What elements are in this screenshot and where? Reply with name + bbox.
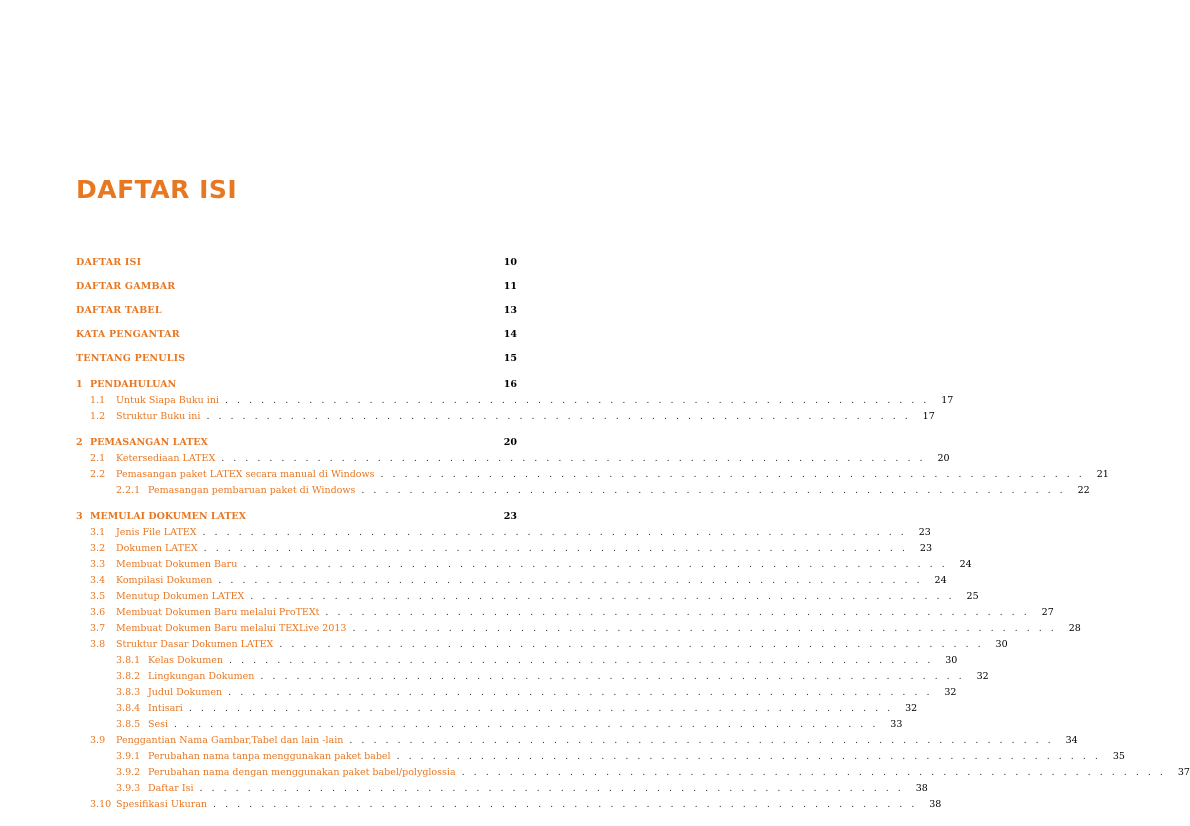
toc-entry[interactable]: [76, 749, 1125, 765]
toc-entry-title[interactable]: Judul Dokumen: [148, 687, 223, 698]
toc-entry-number: 3.5: [90, 591, 106, 602]
toc-entry[interactable]: [76, 717, 903, 733]
dot-leader: . . . . . . . . . . . . . . . . . . . . . . . . . . . . . . . . . . . . . . . . . . . . . . . . . . . . . . . . . . .: [260, 671, 965, 682]
toc-entry-title[interactable]: DAFTAR TABEL: [76, 305, 162, 316]
toc-entry-title[interactable]: DAFTAR GAMBAR: [76, 281, 176, 292]
toc-entry-page: 15: [503, 353, 517, 364]
toc-entry-title[interactable]: Membuat Dokumen Baru melalui ProTEXt: [116, 607, 320, 618]
dot-leader: . . . . . . . . . . . . . . . . . . . . . . . . . . . . . . . . . . . . . . . . . . . . . . . . . . . . . . . . . . .: [199, 783, 904, 794]
toc-entry-number: 3.10: [90, 799, 112, 810]
toc-entry[interactable]: [76, 483, 1090, 499]
toc-entry-title[interactable]: Dokumen LATEX: [116, 543, 198, 554]
toc-entry[interactable]: [76, 327, 517, 343]
toc-entry-title[interactable]: TENTANG PENULIS: [76, 353, 186, 364]
dot-leader: . . . . . . . . . . . . . . . . . . . . . . . . . . . . . . . . . . . . . . . . . . . . . . . . . . . . . . . . . . .: [396, 751, 1101, 762]
toc-entry[interactable]: [76, 733, 1078, 749]
toc-entry-title[interactable]: Menutup Dokumen LATEX: [116, 591, 245, 602]
toc-entry-title[interactable]: Kompilasi Dokumen: [116, 575, 213, 586]
toc-entry-number: 2.2.1: [116, 485, 141, 496]
toc-entry-title[interactable]: Lingkungan Dokumen: [148, 671, 255, 682]
toc-entry-title[interactable]: PEMASANGAN LATEX: [90, 437, 208, 448]
toc-entry-number: 3.1: [90, 527, 106, 538]
toc-entry-number: 3.9.1: [116, 751, 141, 762]
toc-entry-page: 17: [922, 411, 935, 422]
dot-leader: . . . . . . . . . . . . . . . . . . . . . . . . . . . . . . . . . . . . . . . . . . . . . . . . . . . . . . . . . . .: [203, 543, 908, 554]
dot-leader: . . . . . . . . . . . . . . . . . . . . . . . . . . . . . . . . . . . . . . . . . . . . . . . . . . . . . . . . . . .: [213, 799, 918, 810]
toc-entry-number: 3.8.3: [116, 687, 141, 698]
toc-entry-title[interactable]: Sesi: [148, 719, 169, 730]
toc-entry-page: 27: [1041, 607, 1054, 618]
toc-entry-title[interactable]: DAFTAR ISI: [76, 257, 142, 268]
toc-entry[interactable]: [76, 377, 517, 393]
toc-entry-number: 3: [76, 511, 83, 522]
toc-entry-number: 3.8.2: [116, 671, 141, 682]
toc-entry-title[interactable]: Penggantian Nama Gambar,Tabel dan lain -lain: [116, 735, 344, 746]
toc-entry-page: 11: [503, 281, 517, 292]
toc-entry[interactable]: [76, 589, 979, 605]
toc-entry-title[interactable]: PENDAHULUAN: [90, 379, 177, 390]
dot-leader: . . . . . . . . . . . . . . . . . . . . . . . . . . . . . . . . . . . . . . . . . . . . . . . . . . . . . . . . . . .: [225, 395, 930, 406]
dot-leader: . . . . . . . . . . . . . . . . . . . . . . . . . . . . . . . . . . . . . . . . . . . . . . . . . . . . . . . . . . .: [243, 559, 948, 570]
toc-entry-title[interactable]: Membuat Dokumen Baru melalui TEXLive 2013: [116, 623, 347, 634]
toc-entry-page: 25: [966, 591, 979, 602]
page-title: DAFTAR ISI: [76, 175, 238, 204]
toc-entry[interactable]: [76, 541, 932, 557]
dot-leader: . . . . . . . . . . . . . . . . . . . . . . . . . . . . . . . . . . . . . . . . . . . . . . . . . . . . . . . . . . .: [174, 719, 879, 730]
toc-entry-title[interactable]: Spesifikasi Ukuran: [116, 799, 208, 810]
toc-entry[interactable]: [76, 573, 947, 589]
toc-entry-number: 3.8: [90, 639, 106, 650]
toc-entry-number: 3.6: [90, 607, 106, 618]
toc-entry[interactable]: [76, 653, 958, 669]
toc-entry[interactable]: [76, 509, 517, 525]
toc-entry-page: 23: [919, 543, 932, 554]
toc-entry-page: 20: [503, 437, 517, 448]
toc-entry-page: 30: [945, 655, 958, 666]
toc-entry-number: 3.2: [90, 543, 106, 554]
toc-entry-number: 3.8.4: [116, 703, 141, 714]
toc-entry-number: 1: [76, 379, 83, 390]
toc-entry[interactable]: [76, 351, 517, 367]
toc-entry-page: 13: [503, 305, 517, 316]
toc-entry[interactable]: [76, 255, 517, 271]
toc-entry-title[interactable]: MEMULAI DOKUMEN LATEX: [90, 511, 247, 522]
toc-entry-number: 2.1: [90, 453, 106, 464]
dot-leader: . . . . . . . . . . . . . . . . . . . . . . . . . . . . . . . . . . . . . . . . . . . . . . . . . . . . . . . . . . .: [349, 735, 1054, 746]
toc-entry-page: 21: [1096, 469, 1109, 480]
dot-leader: . . . . . . . . . . . . . . . . . . . . . . . . . . . . . . . . . . . . . . . . . . . . . . . . . . . . . . . . . . .: [361, 485, 1066, 496]
toc-entry-title[interactable]: Struktur Buku ini: [116, 411, 201, 422]
toc-entry-title[interactable]: Kelas Dokumen: [148, 655, 224, 666]
toc-entry-number: 3.7: [90, 623, 106, 634]
toc-entry-page: 32: [976, 671, 989, 682]
toc-entry[interactable]: [76, 669, 989, 685]
dot-leader: . . . . . . . . . . . . . . . . . . . . . . . . . . . . . . . . . . . . . . . . . . . . . . . . . . . . . . . . . . .: [461, 767, 1166, 778]
toc-entry-title[interactable]: KATA PENGANTAR: [76, 329, 180, 340]
toc-entry[interactable]: [76, 279, 517, 295]
dot-leader: . . . . . . . . . . . . . . . . . . . . . . . . . . . . . . . . . . . . . . . . . . . . . . . . . . . . . . . . . . .: [380, 469, 1085, 480]
toc-entry[interactable]: [76, 765, 1190, 781]
toc-entry-title[interactable]: Pemasangan paket LATEX secara manual di Windows: [116, 469, 375, 480]
table-of-contents: [76, 255, 1190, 813]
toc-entry-page: 17: [941, 395, 954, 406]
toc-entry-page: 38: [929, 799, 942, 810]
toc-entry-page: 35: [1112, 751, 1125, 762]
dot-leader: . . . . . . . . . . . . . . . . . . . . . . . . . . . . . . . . . . . . . . . . . . . . . . . . . . . . . . . . . . .: [221, 453, 926, 464]
toc-entry-number: 2.2: [90, 469, 106, 480]
toc-entry-title[interactable]: Perubahan nama tanpa menggunakan paket babel: [148, 751, 391, 762]
toc-entry[interactable]: [76, 701, 918, 717]
dot-leader: . . . . . . . . . . . . . . . . . . . . . . . . . . . . . . . . . . . . . . . . . . . . . . . . . . . . . . . . . . .: [228, 687, 933, 698]
toc-entry-page: 34: [1065, 735, 1078, 746]
toc-entry-number: 3.9: [90, 735, 106, 746]
toc-entry-title[interactable]: Perubahan nama dengan menggunakan paket babel/polyglossia: [148, 767, 456, 778]
toc-entry[interactable]: [76, 303, 517, 319]
toc-entry-number: 1.2: [90, 411, 106, 422]
dot-leader: . . . . . . . . . . . . . . . . . . . . . . . . . . . . . . . . . . . . . . . . . . . . . . . . . . . . . . . . . . .: [279, 639, 984, 650]
toc-entry-page: 10: [503, 257, 517, 268]
dot-leader: . . . . . . . . . . . . . . . . . . . . . . . . . . . . . . . . . . . . . . . . . . . . . . . . . . . . . . . . . . .: [188, 703, 894, 714]
toc-entry[interactable]: [76, 557, 972, 573]
toc-entry[interactable]: [76, 781, 928, 797]
toc-entry[interactable]: [76, 621, 1081, 637]
toc-entry-number: 3.9.2: [116, 767, 141, 778]
dot-leader: . . . . . . . . . . . . . . . . . . . . . . . . . . . . . . . . . . . . . . . . . . . . . . . . . . . . . . . . . . .: [325, 607, 1030, 618]
toc-entry[interactable]: [76, 435, 517, 451]
dot-leader: . . . . . . . . . . . . . . . . . . . . . . . . . . . . . . . . . . . . . . . . . . . . . . . . . . . . . . . . . . .: [218, 575, 923, 586]
toc-entry-title[interactable]: Intisari: [148, 703, 183, 714]
toc-entry-title[interactable]: Untuk Siapa Buku ini: [116, 395, 220, 406]
toc-entry-number: 3.8.1: [116, 655, 141, 666]
toc-entry-number: 3.3: [90, 559, 106, 570]
toc-entry-title[interactable]: Pemasangan pembaruan paket di Windows: [148, 485, 356, 496]
toc-entry-number: 3.9.3: [116, 783, 141, 794]
toc-entry-page: 24: [934, 575, 947, 586]
toc-entry-page: 22: [1077, 485, 1090, 496]
toc-entry[interactable]: [76, 637, 1008, 653]
toc-entry[interactable]: [76, 467, 1109, 483]
toc-entry-title[interactable]: Ketersediaan LATEX: [116, 453, 216, 464]
toc-entry-page: 38: [915, 783, 928, 794]
toc-entry-page: 23: [503, 511, 517, 522]
toc-entry-title[interactable]: Struktur Dasar Dokumen LATEX: [116, 639, 274, 650]
toc-entry-page: 24: [959, 559, 972, 570]
dot-leader: . . . . . . . . . . . . . . . . . . . . . . . . . . . . . . . . . . . . . . . . . . . . . . . . . . . . . . . . . . .: [352, 623, 1057, 634]
toc-entry[interactable]: [76, 393, 954, 409]
toc-entry-page: 28: [1068, 623, 1081, 634]
toc-entry-page: 33: [890, 719, 903, 730]
toc-entry-number: 1.1: [90, 395, 106, 406]
toc-entry-page: 30: [995, 639, 1008, 650]
toc-entry-title[interactable]: Membuat Dokumen Baru: [116, 559, 238, 570]
toc-entry-number: 3.8.5: [116, 719, 141, 730]
toc-entry-page: 16: [503, 379, 517, 390]
toc-entry[interactable]: [76, 409, 935, 425]
toc-entry-number: 3.4: [90, 575, 106, 586]
toc-entry-page: 32: [944, 687, 957, 698]
dot-leader: . . . . . . . . . . . . . . . . . . . . . . . . . . . . . . . . . . . . . . . . . . . . . . . . . . . . . . . . . . .: [229, 655, 934, 666]
dot-leader: . . . . . . . . . . . . . . . . . . . . . . . . . . . . . . . . . . . . . . . . . . . . . . . . . . . . . . . . . . .: [206, 411, 911, 422]
dot-leader: . . . . . . . . . . . . . . . . . . . . . . . . . . . . . . . . . . . . . . . . . . . . . . . . . . . . . . . . . . .: [202, 527, 907, 538]
toc-entry-title[interactable]: Daftar Isi: [148, 783, 194, 794]
toc-entry-number: 2: [76, 437, 83, 448]
toc-entry-page: 14: [503, 329, 517, 340]
toc-entry-page: 32: [905, 703, 918, 714]
toc-entry-page: 37: [1177, 767, 1190, 778]
toc-entry[interactable]: [76, 685, 957, 701]
dot-leader: . . . . . . . . . . . . . . . . . . . . . . . . . . . . . . . . . . . . . . . . . . . . . . . . . . . . . . . . . . .: [250, 591, 955, 602]
toc-entry[interactable]: [76, 451, 950, 467]
toc-entry[interactable]: [76, 605, 1054, 621]
toc-entry[interactable]: [76, 525, 931, 541]
toc-entry-page: 20: [937, 453, 950, 464]
toc-entry-title[interactable]: Jenis File LATEX: [116, 527, 197, 538]
toc-entry[interactable]: [76, 797, 942, 813]
toc-entry-page: 23: [918, 527, 931, 538]
